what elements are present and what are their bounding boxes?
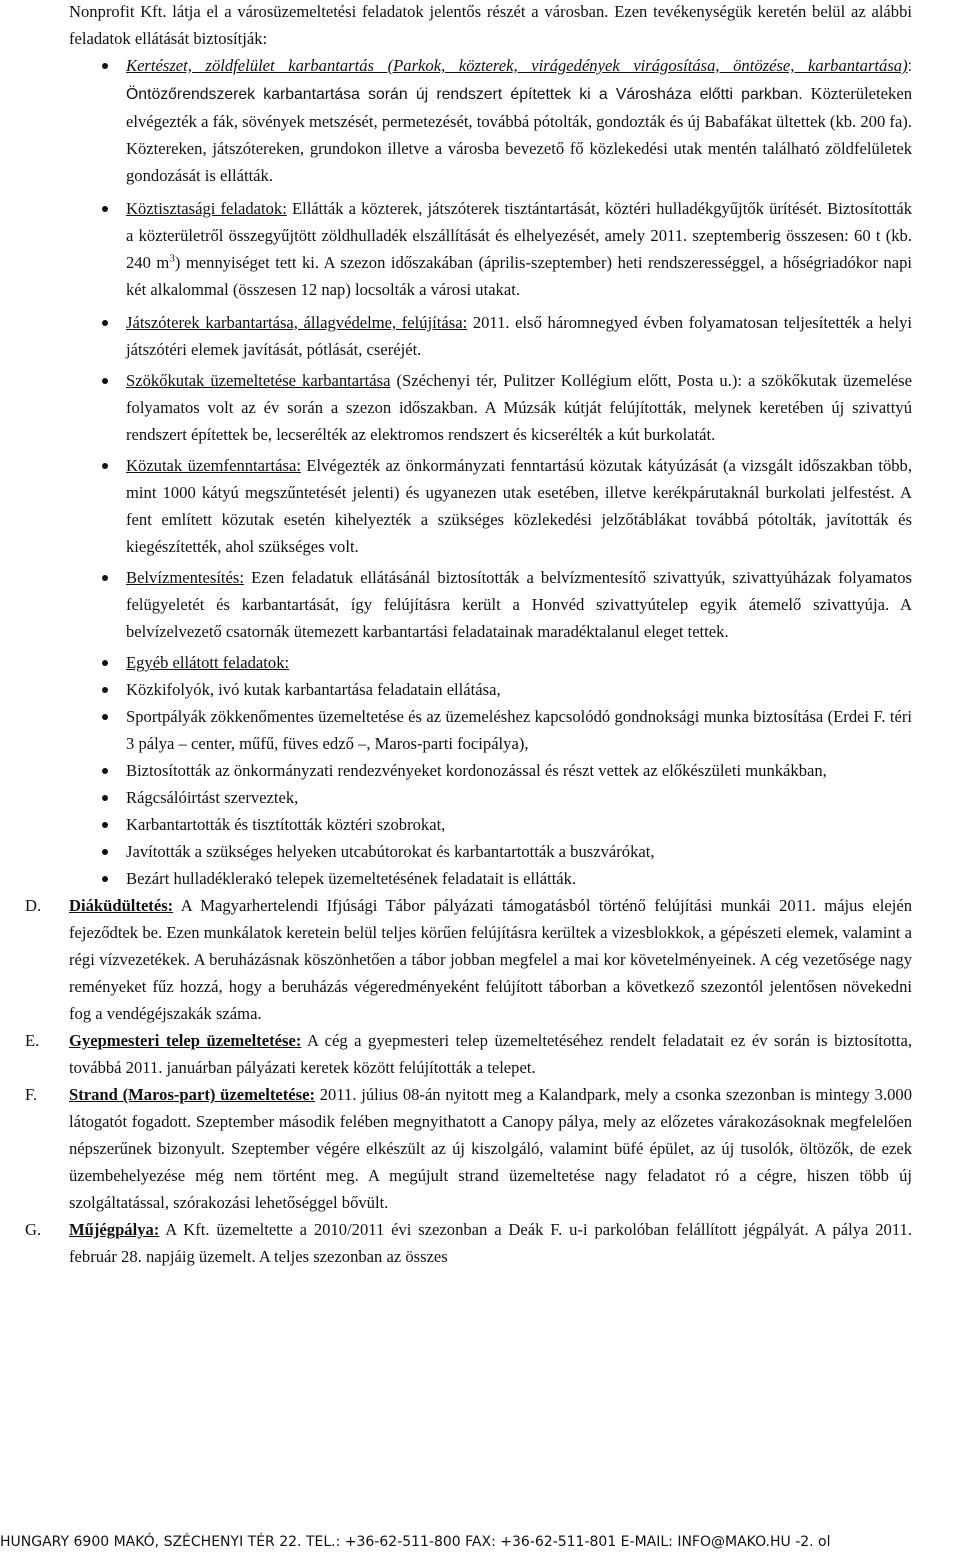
item-body: Karbantartották és tisztították köztéri szobrokat, bbox=[126, 815, 446, 834]
item-body: Közterületeken elvégezték a fák, sövények metszését, permetezését, továbbá pótolták, gondozták és új Babafákat ültettek (kb. 200 fa). Köztereken, játszótereken, grundokon illetve a városba bevezető fő közlekedési utak mentén található zöldfelületek gondozását is ellátták. bbox=[126, 84, 912, 185]
item-body: ) mennyiséget tett ki. A szezon időszakában (április-szeptember) heti rendszerességgel, a hőségriadókor napi két alkalommal (összesen 12 nap) locsolták a városi utakat. bbox=[126, 253, 912, 299]
list-item bbox=[126, 811, 912, 838]
bullet-icon bbox=[102, 795, 108, 801]
item-body: Közkifolyók, ivó kutak karbantartása feladatain ellátása, bbox=[126, 680, 501, 699]
item-body: Ezen feladatuk ellátásánál biztosították a belvízmentesítő szivattyúk, szivattyúházak folyamatos felügyeletét és karbantartását, így felújításra került a Honvéd szivattyútelep egyik átemelő szivattyúja. A belvízelvezető csatornák ütemezett karbantartási feladatainak maradéktalanul eleget tettek. bbox=[126, 568, 912, 641]
bullet-icon bbox=[102, 463, 108, 469]
item-heading: Egyéb ellátott feladatok: bbox=[126, 653, 290, 672]
section-title: Gyepmesteri telep üzemeltetése: bbox=[69, 1031, 302, 1050]
section-body: 2011. július 08-án nyitott meg a Kalandpark, mely a csonka szezonban is mintegy 3.000 látogatót fogadott. Szeptember második felében megnyithatott a Canopy pálya, mely az előzetes várakozásoknak megfelelően népszerűnek bizonyult. Szeptember végére elkészült az új kiszolgáló, valamint büfé épület, az új tusolók, öltözők, de ezek üzembehelyezése még nem történt meg. A megújult strand üzemeltetése nagy feladatot ró a cégre, hiszen több új szolgáltatással, szórakozási lehetőséggel bővült. bbox=[69, 1085, 912, 1212]
item-heading: Játszóterek karbantartása, állagvédelme, felújítása: bbox=[126, 313, 468, 332]
intro-paragraph: Nonprofit Kft. látja el a városüzemeltetési feladatok jelentős részét a városban. Ezen tevékenységük keretén belül az alábbi feladatok ellátását biztosítják: bbox=[69, 2, 912, 48]
bullet-icon bbox=[102, 768, 108, 774]
bullet-icon bbox=[102, 876, 108, 882]
list-item bbox=[126, 309, 912, 363]
bullet-icon bbox=[102, 575, 108, 581]
list-item bbox=[126, 52, 912, 189]
item-body: (Széchenyi tér, Pulitzer Kollégium előtt, Posta u.): a szökőkutak üzemelése folyamatos volt az év során a szezon időszakban. A Múzsák kútját felújították, melynek keretében új szivattyú rendszert építettek be, lecserélték az elektromos rendszert és kicserélték a kút burkolatát. bbox=[126, 371, 912, 444]
list-item bbox=[126, 367, 912, 448]
item-body: Biztosították az önkormányzati rendezvényeket kordonozással és részt vettek az előkészületi munkákban, bbox=[126, 761, 827, 780]
page-footer: HUNGARY 6900 MAKÓ, SZÉCHENYI TÉR 22. TEL.: +36-62-511-800 FAX: +36-62-511-801 E-MAIL: INFO@MAKO.HU -2. ol bbox=[0, 1534, 831, 1550]
item-heading: Szökőkutak üzemeltetése karbantartása bbox=[126, 371, 391, 390]
section-body: A Kft. üzemeltette a 2010/2011 évi szezonban a Deák F. u-i parkolóban felállított jégpályát. A pálya 2011. február 28. napjáig üzemelt. A teljes szezonban az összes bbox=[69, 1220, 912, 1266]
bullet-icon bbox=[102, 687, 108, 693]
list-item bbox=[126, 784, 912, 811]
list-item bbox=[126, 757, 912, 784]
bullet-icon bbox=[102, 849, 108, 855]
item-body: Bezárt hulladéklerakó telepek üzemeltetésének feladatait is ellátták. bbox=[126, 869, 577, 888]
section-title: Műjégpálya: bbox=[69, 1220, 160, 1239]
item-heading: Belvízmentesítés: bbox=[126, 568, 244, 587]
list-item bbox=[126, 564, 912, 645]
bullet-icon bbox=[102, 378, 108, 384]
superscript: 3 bbox=[169, 252, 175, 265]
section-e bbox=[25, 1027, 912, 1081]
item-body: 2011. első háromnegyed évben folyamatosan teljesítették a helyi játszótéri elemek javítását, pótlását, cseréjét. bbox=[126, 313, 912, 359]
section-g bbox=[25, 1216, 912, 1270]
bullet-icon bbox=[102, 63, 108, 69]
item-heading: Kertészet, zöldfelület karbantartás (Parkok, közterek, virágedények virágosítása, öntözése, karbantartása) bbox=[126, 56, 908, 75]
lettered-sections bbox=[0, 892, 960, 1270]
item-body: Elvégezték az önkormányzati fenntartású közutak kátyúzását (a vizsgált időszakban több, mint 1000 kátyú megszűntetését jelenti) és ugyanezen utak esetében, illetve kerékpárutaknál burkolati jelfestést. A fent említett közutak esetén kihelyezték a szükséges közlekedési jelzőtáblákat továbbá pótolták, javították és kiegészítették, ahol szükséges volt. bbox=[126, 456, 912, 556]
item-body: Rágcsálóirtást szerveztek, bbox=[126, 788, 299, 807]
list-item bbox=[126, 703, 912, 757]
section-letter: E. bbox=[25, 1031, 40, 1050]
list-item bbox=[126, 676, 912, 703]
item-body: : Öntözőrendszerek karbantartása során új rendszert építettek ki a Városháza előtti parkban. bbox=[126, 58, 912, 103]
item-body: Ellátták a közterek, játszóterek tisztántartását, köztéri hulladékgyűjtők ürítését. Biztosították a közterületről összegyűjtött zöldhulladék elszállítását és elhelyezését, amely 2011. szeptemberig összesen: 60 t (kb. 240 m bbox=[126, 199, 912, 272]
item-body: Javították a szükséges helyeken utcabútorokat és karbantartották a buszvárókat, bbox=[126, 842, 655, 861]
section-letter: F. bbox=[25, 1085, 38, 1104]
bullet-icon bbox=[102, 714, 108, 720]
list-item bbox=[126, 649, 912, 676]
list-item bbox=[126, 195, 912, 303]
item-heading: Köztisztasági feladatok: bbox=[126, 199, 287, 218]
task-bullet-list bbox=[0, 52, 960, 892]
section-title: Diáküdültetés: bbox=[69, 896, 174, 915]
section-title: Strand (Maros-part) üzemeltetése: bbox=[69, 1085, 316, 1104]
section-body: A cég a gyepmesteri telep üzemeltetéséhez rendelt feladatait ez év során is biztosította, továbbá 2011. januárban pályázati keretek között felújították a telepet. bbox=[69, 1031, 912, 1077]
section-body: A Magyarhertelendi Ifjúsági Tábor pályázati támogatásból történő felújítási munkái 2011. május elején fejeződtek be. Ezen munkálatok keretein belül teljes körűen felújításra kerültek a vizesblokkok, a gépészeti elemek, valamint a régi vízvezetékek. A beruházásnak köszönhetően a tábor jobban megfelel a mai kor követelményeinek. A cég vezetősége nagy reményeket fűz hozzá, hogy a beruházás végeredményeként felújított táborban a következő szezontól jelentősen növekedni fog a vendégéjszakák száma. bbox=[69, 896, 912, 1023]
bullet-icon bbox=[102, 822, 108, 828]
section-d bbox=[25, 892, 912, 1027]
bullet-icon bbox=[102, 660, 108, 666]
list-item bbox=[126, 838, 912, 865]
list-item bbox=[126, 865, 912, 892]
bullet-icon bbox=[102, 320, 108, 326]
section-letter: G. bbox=[25, 1220, 42, 1239]
item-heading: Közutak üzemfenntartása: bbox=[126, 456, 301, 475]
bullet-icon bbox=[102, 206, 108, 212]
list-item bbox=[126, 452, 912, 560]
section-f bbox=[25, 1081, 912, 1216]
item-body: Sportpályák zökkenőmentes üzemeltetése és az üzemeléshez kapcsolódó gondnoksági munka biztosítása (Erdei F. téri 3 pálya – center, műfű, füves edző –, Maros-parti focipálya), bbox=[126, 707, 912, 753]
section-letter: D. bbox=[25, 896, 42, 915]
